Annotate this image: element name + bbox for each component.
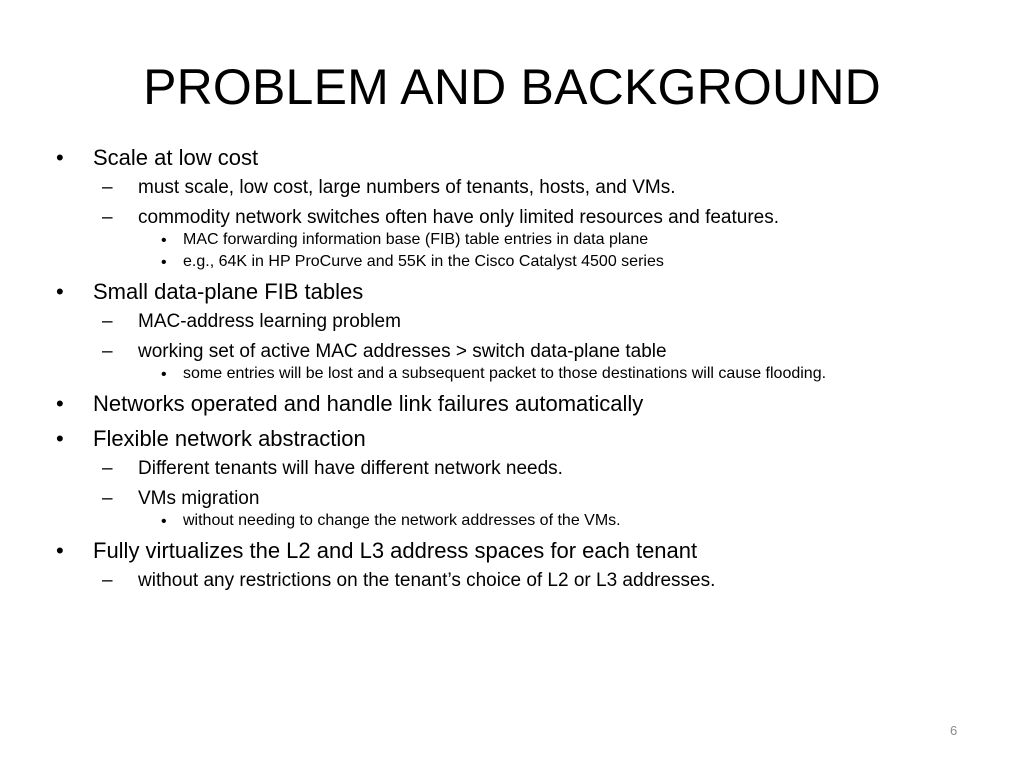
bullet-text: Scale at low cost [93, 145, 259, 170]
sub-sub-bullet-item [138, 365, 982, 382]
page-number: 6 [950, 723, 958, 738]
sub-bullet-text: Different tenants will have different network needs. [138, 458, 563, 479]
slide-content [52, 144, 982, 598]
bullet-marker: • [56, 391, 64, 416]
bullet-marker: • [161, 513, 167, 530]
bullet-item [52, 144, 982, 270]
dash-marker: – [102, 311, 113, 332]
sub-bullet-text: VMs migration [138, 488, 260, 509]
bullet-marker: • [161, 366, 167, 383]
dash-marker: – [102, 177, 113, 198]
bullet-text: Small data-plane FIB tables [93, 279, 364, 304]
sub-bullet-item [93, 309, 982, 334]
bullet-text: Fully virtualizes the L2 and L3 address spaces for each tenant [93, 538, 698, 563]
sub-bullet-text: without any restrictions on the tenant’s choice of L2 or L3 addresses. [138, 570, 716, 591]
sub-bullet-list [93, 175, 982, 270]
sub-bullet-item [93, 486, 982, 529]
dash-marker: – [102, 488, 113, 509]
bullet-item [52, 278, 982, 382]
bullet-text: Flexible network abstraction [93, 426, 366, 451]
sub-bullet-item [93, 456, 982, 481]
sub-bullet-text: working set of active MAC addresses > switch data-plane table [138, 341, 667, 362]
sub-bullet-item [93, 205, 982, 270]
bullet-marker: • [56, 538, 64, 563]
bullet-marker: • [56, 145, 64, 170]
dash-marker: – [102, 570, 113, 591]
dash-marker: – [102, 207, 113, 228]
sub-sub-bullet-text: without needing to change the network addresses of the VMs. [183, 512, 621, 529]
sub-bullet-item [93, 175, 982, 200]
dash-marker: – [102, 341, 113, 362]
bullet-item [52, 425, 982, 529]
dash-marker: – [102, 458, 113, 479]
bullet-item [52, 537, 982, 593]
sub-sub-bullet-item [138, 512, 982, 529]
sub-bullet-list [93, 309, 982, 382]
sub-sub-bullet-text: e.g., 64K in HP ProCurve and 55K in the Cisco Catalyst 4500 series [183, 253, 664, 270]
sub-bullet-item [93, 568, 982, 593]
sub-sub-bullet-list [138, 512, 982, 529]
sub-sub-bullet-text: some entries will be lost and a subsequent packet to those destinations will cause flooding. [183, 365, 827, 382]
sub-bullet-list [93, 456, 982, 529]
bullet-text: Networks operated and handle link failures automatically [93, 391, 644, 416]
sub-sub-bullet-list [138, 365, 982, 382]
sub-bullet-item [93, 339, 982, 382]
sub-sub-bullet-item [138, 253, 982, 270]
sub-sub-bullet-item [138, 231, 982, 248]
sub-bullet-text: MAC-address learning problem [138, 311, 401, 332]
sub-sub-bullet-list [138, 231, 982, 270]
bullet-marker: • [56, 279, 64, 304]
sub-sub-bullet-text: MAC forwarding information base (FIB) table entries in data plane [183, 231, 649, 248]
bullet-item [52, 390, 982, 417]
sub-bullet-text: must scale, low cost, large numbers of tenants, hosts, and VMs. [138, 177, 676, 198]
slide-title: PROBLEM AND BACKGROUND [143, 59, 881, 115]
bullet-marker: • [161, 254, 167, 271]
bullet-list [52, 144, 982, 593]
sub-bullet-list [93, 568, 982, 593]
sub-bullet-text: commodity network switches often have only limited resources and features. [138, 207, 780, 228]
bullet-marker: • [161, 232, 167, 249]
bullet-marker: • [56, 426, 64, 451]
